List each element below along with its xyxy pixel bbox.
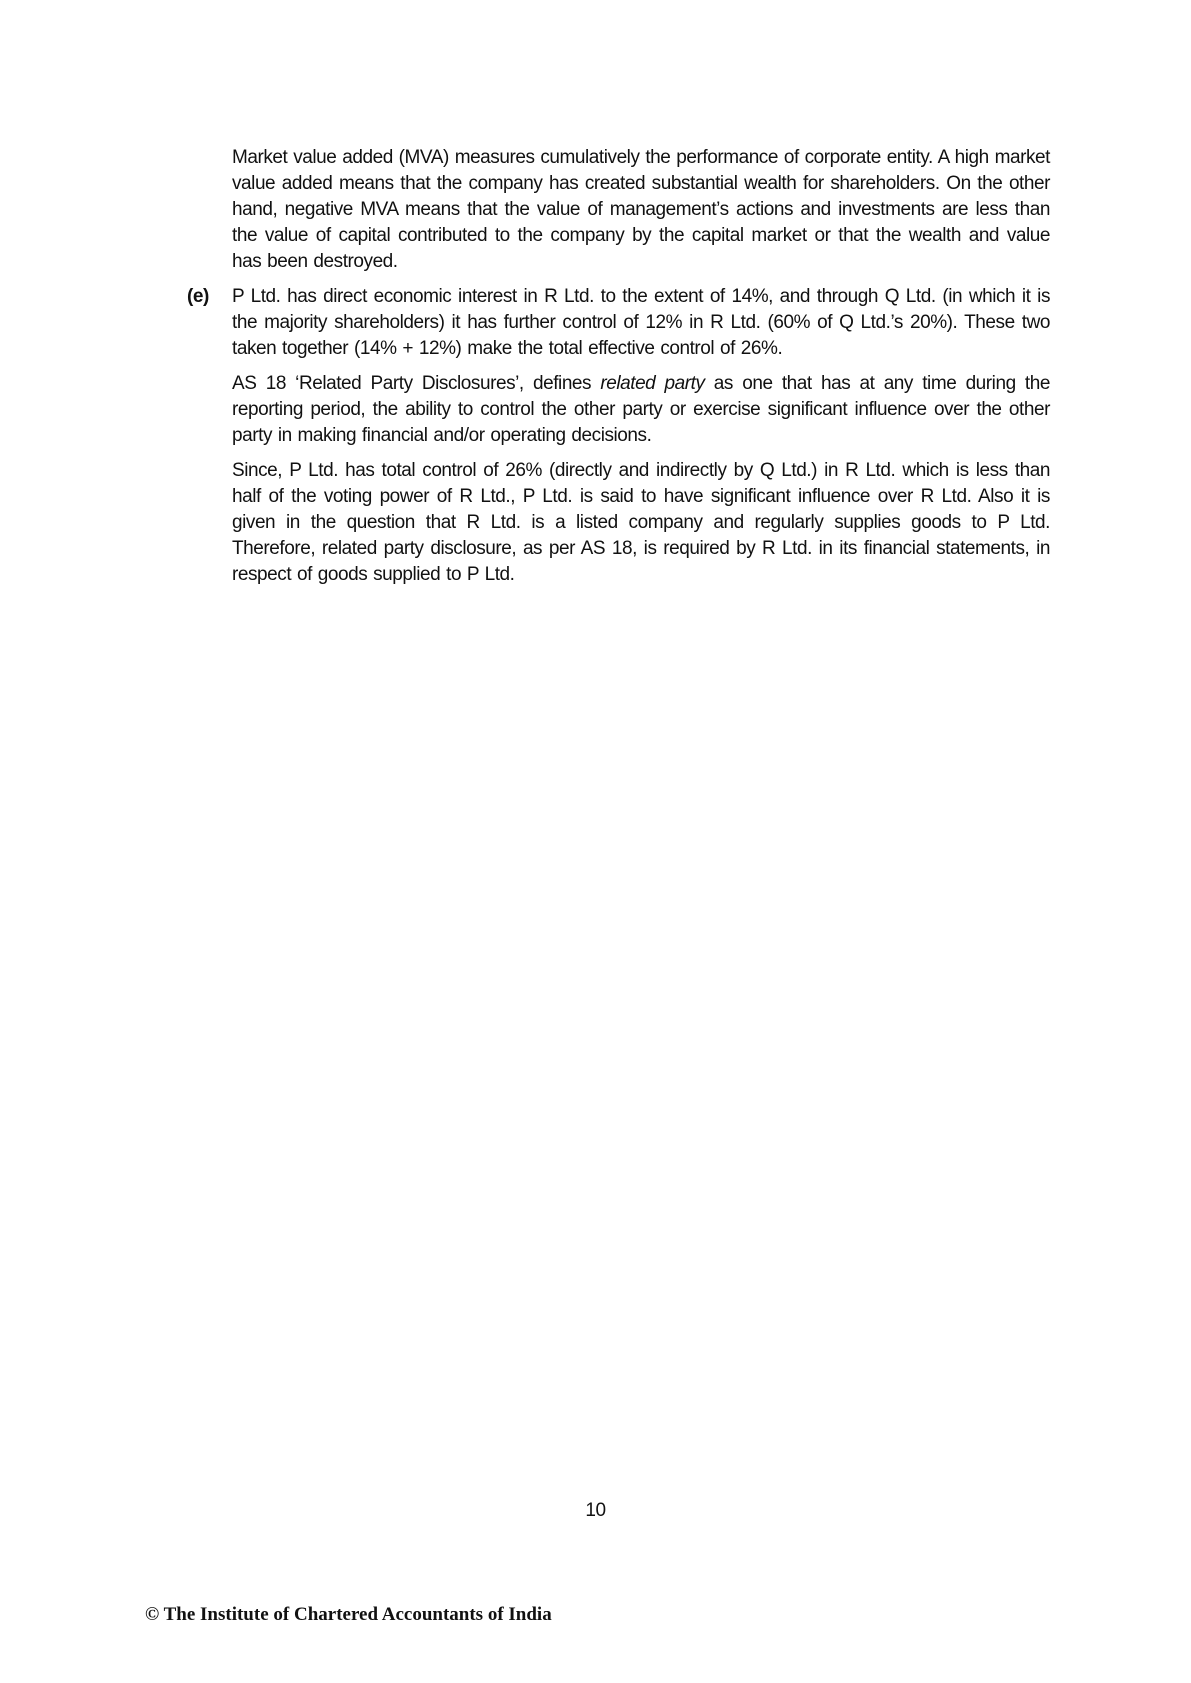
related-party-term: related party (600, 373, 705, 394)
economic-interest-paragraph: P Ltd. has direct economic interest in R Ltd. to the extent of 14%, and through Q Ltd. (in which it is the majority shareholders) it has further control of 12% in R Ltd. (60% of Q Ltd.’s 20%). These two taken together (14% + 12%) make the total effective control of 26%. (232, 286, 1050, 359)
definition-text-end: as one that has at any time during the reporting period, the ability to control the other party or exercise significant influence over the other party in making financial and/or operating decisions. (232, 373, 1050, 446)
mva-paragraph: Market value added (MVA) measures cumulatively the performance of corporate entity. A high market value added means that the company has created substantial wealth for shareholders. On the other hand, negative MVA means that the value of management’s actions and investments are less than the value of capital contributed to the company by the capital market or that the wealth and value has been destroyed. (232, 147, 1050, 272)
document-body (187, 145, 1050, 597)
copyright-footer: © The Institute of Chartered Accountants of India (145, 1604, 552, 1625)
definition-text-start: AS 18 ‘Related Party Disclosures’, defines (232, 373, 601, 394)
conclusion-paragraph: Since, P Ltd. has total control of 26% (directly and indirectly by Q Ltd.) in R Ltd. which is less than half of the voting power of R Ltd., P Ltd. is said to have significant influence over R Ltd. Also it is given in the question that R Ltd. is a listed company and regularly supplies goods to P Ltd. Therefore, related party disclosure, as per AS 18, is required by R Ltd. in its financial statements, in respect of goods supplied to P Ltd. (232, 460, 1050, 585)
page-number: 10 (585, 1500, 606, 1521)
item-label: (e) (187, 286, 209, 307)
answer-item-e (187, 284, 1050, 588)
as18-definition-paragraph (232, 371, 1050, 449)
